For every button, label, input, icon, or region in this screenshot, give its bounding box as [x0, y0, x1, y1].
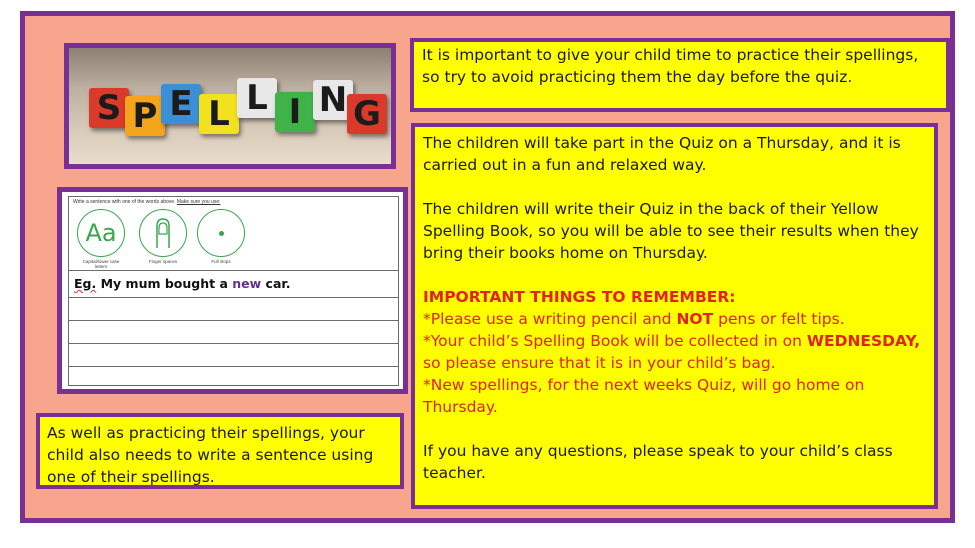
- example-prefix: Eg.: [74, 276, 97, 291]
- important-heading: IMPORTANT THINGS TO REMEMBER:: [423, 288, 736, 306]
- reminder-collection: [423, 330, 926, 374]
- instruction-text: Write a sentence with one of the words above.: [73, 199, 176, 205]
- aa-icon: Aa: [85, 219, 117, 247]
- caption-finger: Finger spaces: [148, 259, 178, 264]
- reminder-collection-pre: *Your child’s Spelling Book will be collected in on: [423, 332, 807, 350]
- letter-block-p: P: [125, 96, 165, 136]
- reminder-new-spellings: *New spellings, for the next weeks Quiz, will go home on Thursday.: [423, 376, 865, 416]
- practice-tip-box: [410, 38, 950, 112]
- spelling-image: [64, 43, 396, 169]
- letter-block-g: G: [347, 94, 387, 134]
- quiz-paragraph-2: The children will write their Quiz in the back of their Yellow Spelling Book, so you will be able to see their results when they bring their books home on Thursday.: [423, 200, 919, 262]
- letter-block-n: N: [313, 80, 353, 120]
- finger-spaces-circle: [139, 209, 187, 257]
- letter-block-i: I: [275, 92, 315, 132]
- reminder-pencil-pre: *Please use a writing pencil and: [423, 310, 677, 328]
- reminder-pencil-bold: NOT: [676, 310, 714, 328]
- make-sure-text: Make sure you use:: [176, 199, 221, 205]
- writing-line: [69, 320, 398, 321]
- example-highlight: new: [232, 276, 262, 291]
- worksheet-example: [57, 187, 408, 394]
- worksheet-instruction: [73, 199, 221, 205]
- sentence-tip-text: As well as practicing their spellings, your child also needs to write a sentence using one of their spellings.: [47, 424, 374, 486]
- dot-icon: [219, 231, 224, 236]
- worksheet-table: [68, 196, 399, 386]
- quiz-paragraph-3: If you have any questions, please speak to your child’s class teacher.: [423, 442, 893, 482]
- quiz-paragraph-1: The children will take part in the Quiz on a Thursday, and it is carried out in a fun and relaxed way.: [423, 134, 901, 174]
- reminder-collection-post: so please ensure that it is in your child’s bag.: [423, 354, 776, 372]
- quiz-info-box: [411, 123, 938, 509]
- reminder-pencil-post: pens or felt tips.: [713, 310, 845, 328]
- finger-icon: [148, 216, 178, 250]
- example-main: My mum bought a: [96, 276, 233, 291]
- caption-capital: Capital/lower case letters: [82, 259, 120, 269]
- letter-block-e: E: [161, 84, 201, 124]
- letter-block-l: L: [199, 94, 239, 134]
- sentence-tip-box: [36, 413, 404, 489]
- practice-tip-text: It is important to give your child time to practice their spellings, so try to avoid practicing them the day before the quiz.: [422, 46, 919, 86]
- caption-fullstop: Full stops: [211, 259, 231, 264]
- letter-blocks: [89, 64, 381, 164]
- letter-block-l: L: [237, 78, 277, 118]
- reminder-collection-bold: WEDNESDAY,: [806, 332, 921, 350]
- reminder-pencil: [423, 308, 926, 330]
- letter-block-s: S: [89, 88, 129, 128]
- writing-line: [69, 343, 398, 344]
- capital-letters-circle: [77, 209, 125, 257]
- writing-line: [69, 297, 398, 298]
- full-stops-circle: [197, 209, 245, 257]
- writing-line: [69, 366, 398, 367]
- example-sentence: [69, 270, 398, 297]
- example-end: car.: [261, 276, 291, 291]
